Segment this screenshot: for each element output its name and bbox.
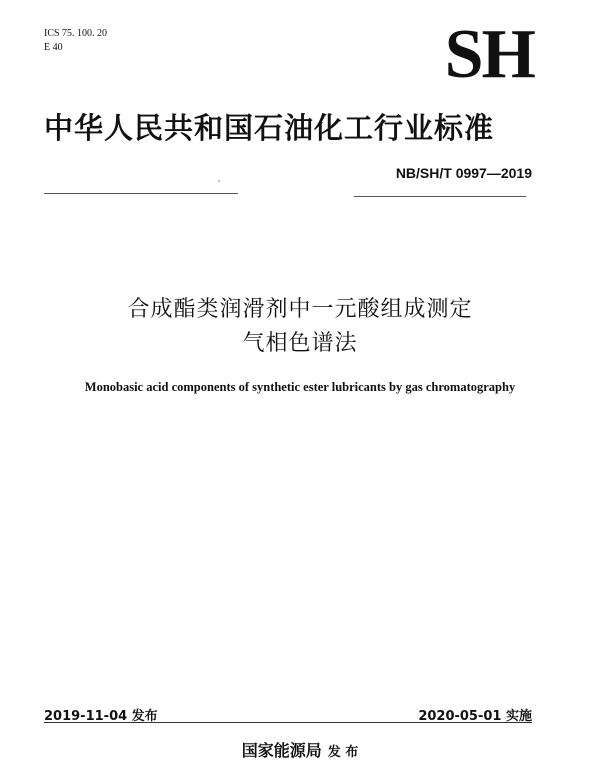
document-title-line2: 气相色谱法	[242, 331, 358, 356]
divider-left	[44, 193, 238, 194]
issuer	[0, 738, 600, 761]
decorative-dot	[218, 180, 220, 182]
classification-codes	[44, 27, 107, 55]
issuer-name: 国家能源局	[241, 741, 322, 760]
issue-date: 2019-11-04 发布	[44, 709, 158, 724]
divider-bottom	[44, 722, 532, 723]
sh-logo: SH	[444, 16, 534, 93]
divider-right	[354, 196, 526, 197]
document-title-line1: 合成酯类润滑剂中一元酸组成测定	[127, 297, 473, 322]
implementation-date: 2020-05-01 实施	[418, 709, 532, 724]
ccs-code: E 40	[44, 42, 63, 53]
issuer-suffix: 发 布	[327, 745, 359, 760]
document-title-english: Monobasic acid components of synthetic ester lubricants by gas chromatography	[84, 380, 516, 394]
standard-category-title: 中华人民共和国石油化工行业标准	[44, 111, 495, 145]
standard-number: NB/SH/T 0997—2019	[395, 165, 532, 181]
ics-code: ICS 75. 100. 20	[44, 28, 108, 39]
